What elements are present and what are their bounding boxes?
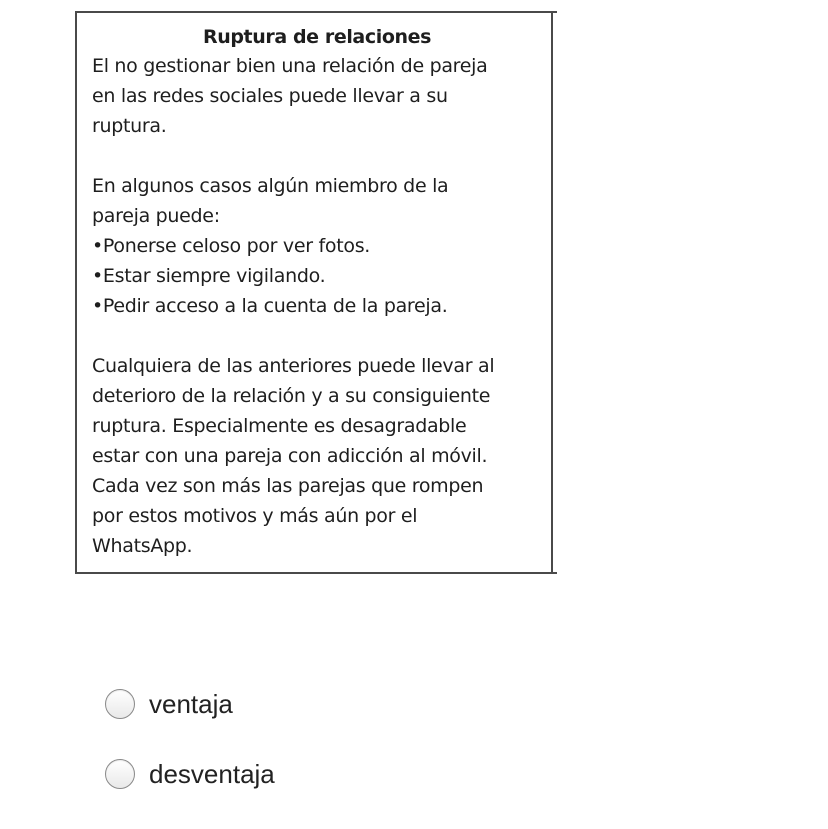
answer-options (105, 684, 275, 824)
paragraph-gap (92, 321, 542, 351)
conclusion-line: Cada vez son más las parejas que rompen (92, 475, 484, 497)
cases-line: pareja puede: (92, 205, 220, 227)
bullet-text: Estar siempre vigilando. (102, 265, 326, 287)
bullet-text: Pedir acceso a la cuenta de la pareja. (102, 295, 448, 317)
intro-line: en las redes sociales puede llevar a su (92, 85, 448, 107)
radio-button-desventaja[interactable] (105, 759, 135, 789)
bullet-item (92, 231, 542, 261)
option-desventaja[interactable] (105, 754, 275, 794)
option-label-desventaja[interactable]: desventaja (149, 758, 275, 789)
info-card (75, 11, 553, 574)
intro-line: El no gestionar bien una relación de pareja (92, 55, 488, 77)
conclusion-line: deterioro de la relación y a su consiguiente (92, 385, 491, 407)
bullet-text: Ponerse celoso por ver fotos. (102, 235, 371, 257)
card-title: Ruptura de relaciones (202, 26, 431, 48)
radio-button-ventaja[interactable] (105, 689, 135, 719)
cases-line: En algunos casos algún miembro de la (92, 175, 449, 197)
conclusion-line: ruptura. Especialmente es desagradable (92, 415, 467, 437)
conclusion-line: WhatsApp. (92, 535, 193, 557)
intro-line: ruptura. (92, 115, 167, 137)
option-ventaja[interactable] (105, 684, 275, 724)
bullet-item (92, 291, 542, 321)
option-label-ventaja[interactable]: ventaja (149, 688, 233, 719)
conclusion-line: Cualquiera de las anteriores puede llevar al (92, 355, 495, 377)
paragraph-gap (92, 141, 542, 171)
conclusion-line: por estos motivos y más aún por el (92, 505, 418, 527)
card-content (92, 23, 542, 561)
bullet-item (92, 261, 542, 291)
conclusion-line: estar con una pareja con adicción al móvil. (92, 445, 488, 467)
